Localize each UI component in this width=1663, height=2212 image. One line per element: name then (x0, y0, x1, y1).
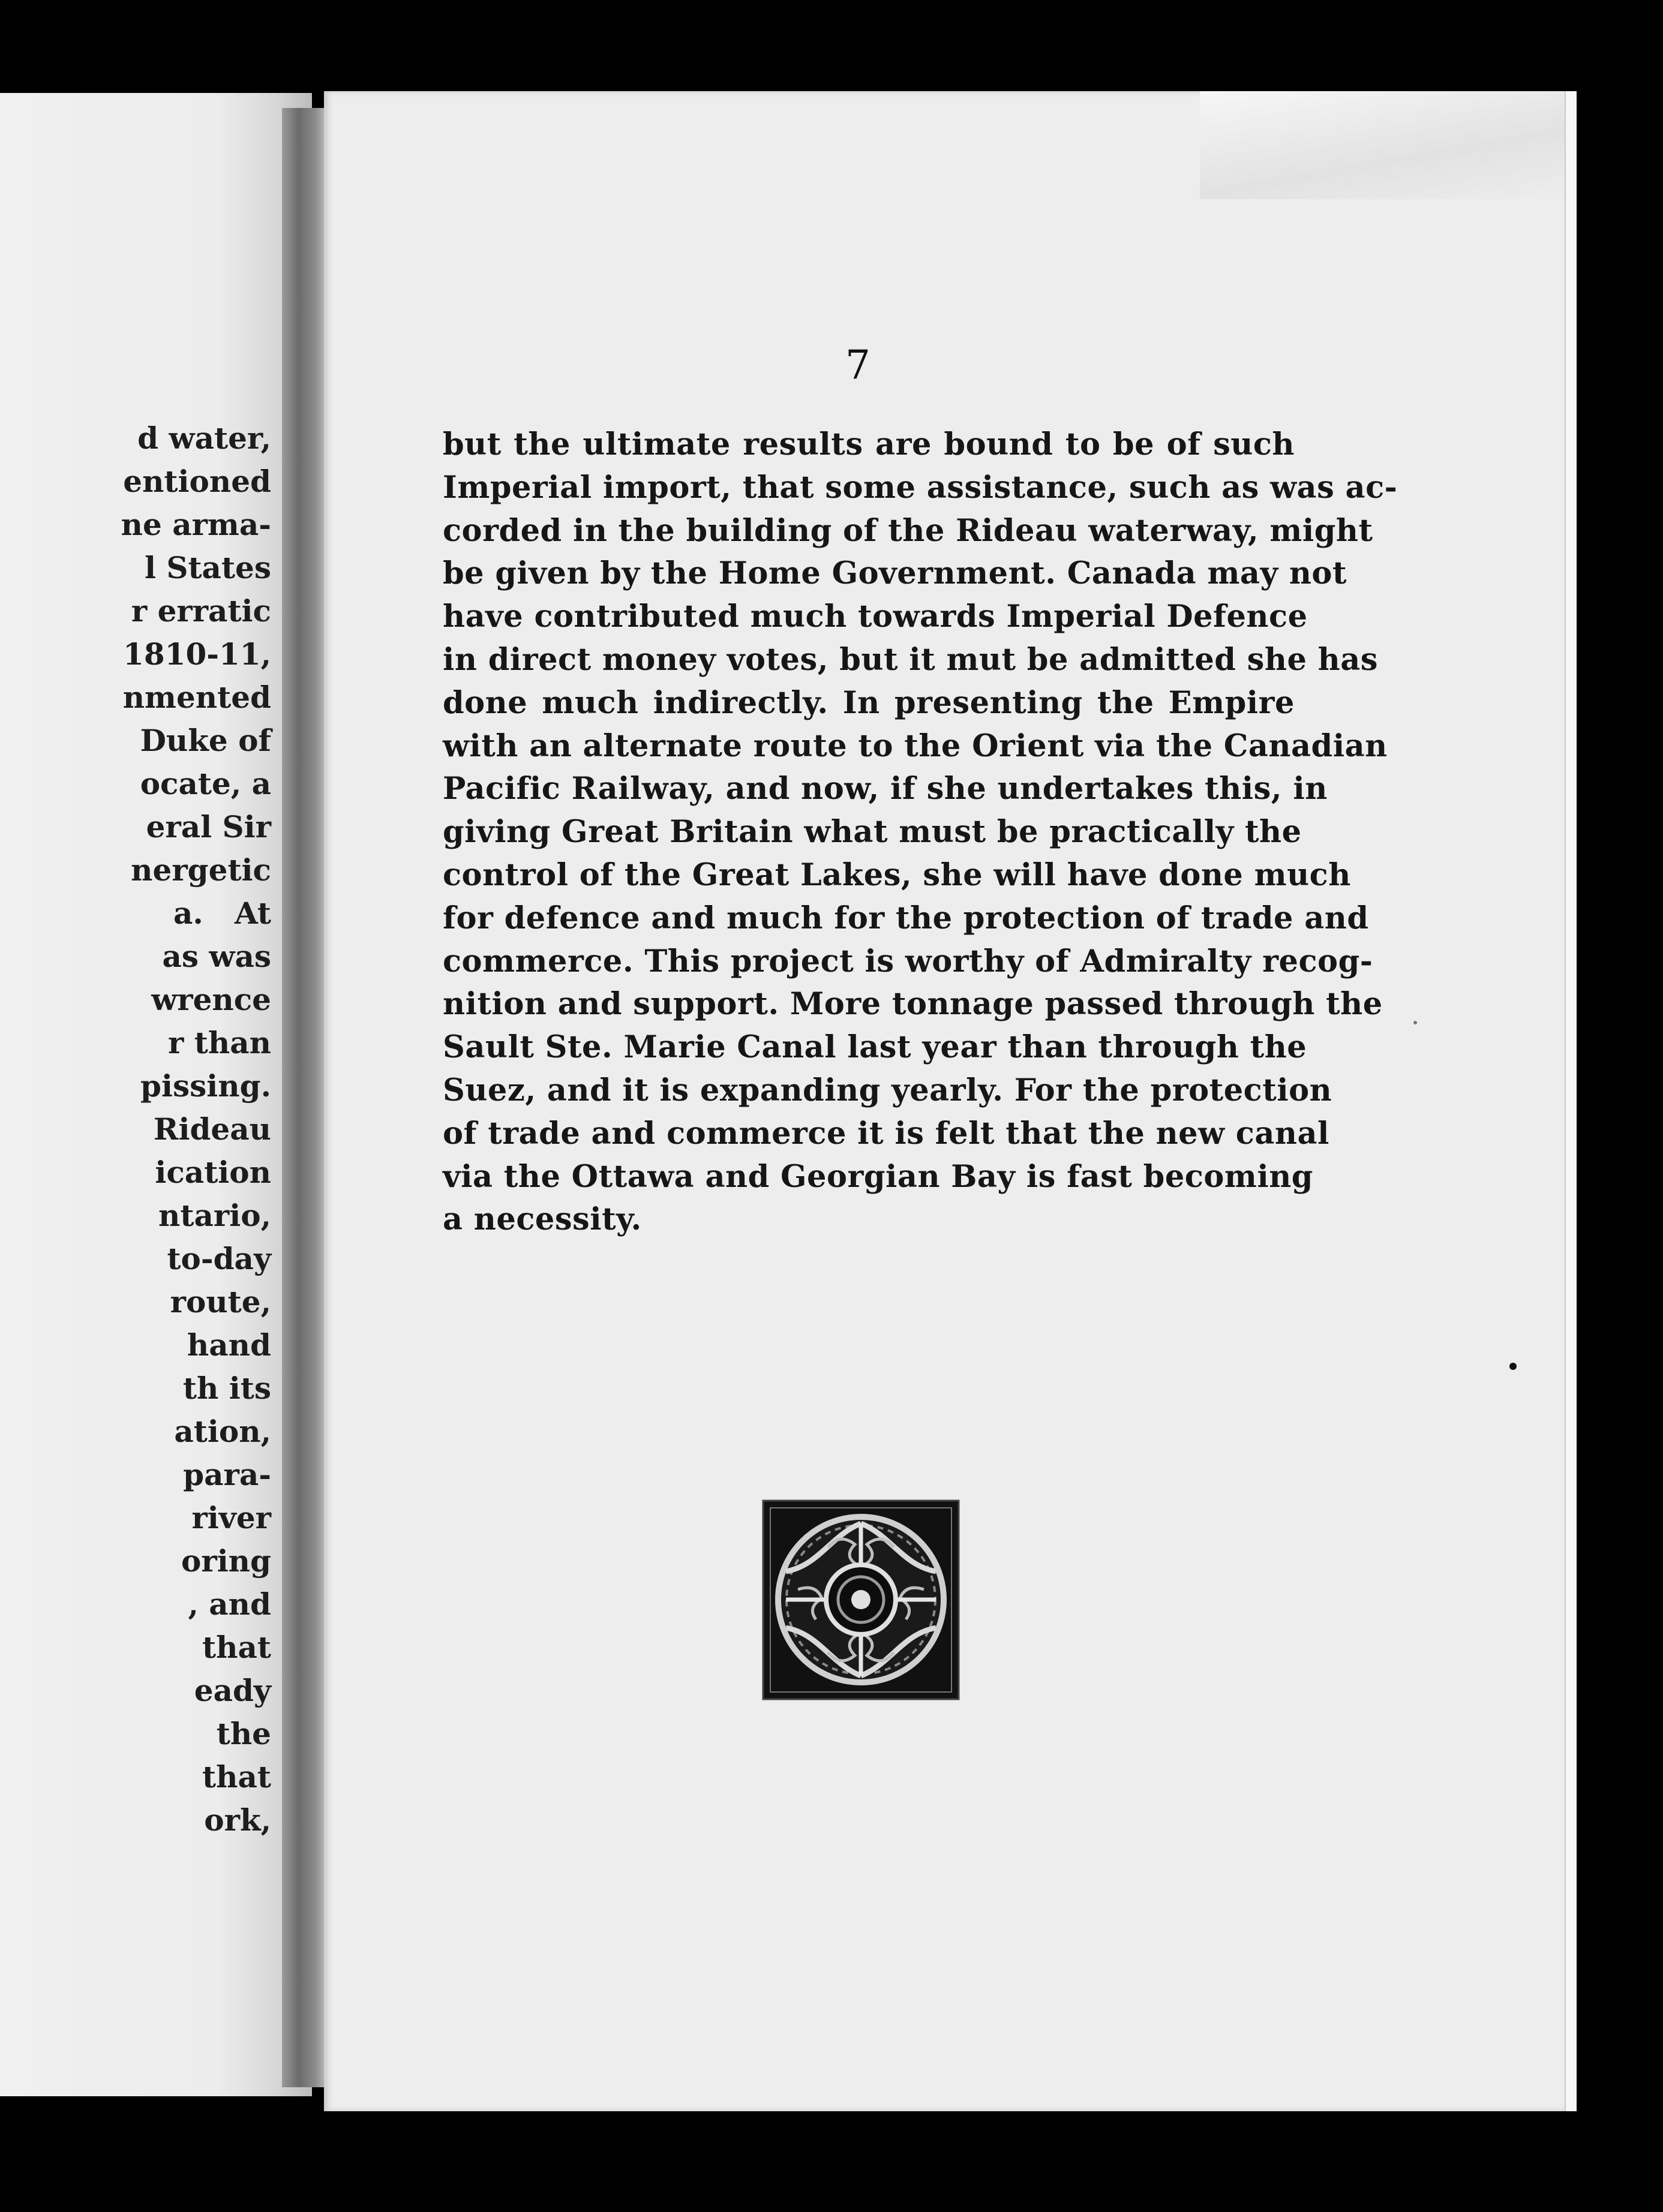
page-edge (1565, 91, 1577, 2111)
text-line: Imperial import, that some assistance, such as was ac- (443, 469, 1398, 506)
text-line: Pacific Railway, and now, if she undertakes this, in (443, 771, 1328, 807)
body-text (443, 423, 1398, 1242)
left-page-line: eady (194, 1673, 271, 1708)
left-page-line: a. At (173, 895, 271, 931)
text-line: via the Ottawa and Georgian Bay is fast becoming (443, 1158, 1313, 1195)
left-page-line: ork, (204, 1802, 271, 1838)
left-page-line: th its (182, 1371, 271, 1406)
left-page-line: nergetic (131, 852, 271, 888)
left-page-line: as was (162, 939, 271, 974)
left-page-text (121, 417, 271, 1842)
left-page-line: that (202, 1759, 271, 1795)
left-page-line: oring (181, 1543, 271, 1579)
text-line: nition and support. More tonnage passed through the (443, 986, 1383, 1023)
left-page-line: pissing. (140, 1068, 271, 1104)
text-line: but the ultimate results are bound to be of such (443, 426, 1295, 462)
text-line: giving Great Britain what must be practically the (443, 814, 1302, 850)
left-page-line: para- (183, 1457, 271, 1492)
text-line: control of the Great Lakes, she will have done much (443, 856, 1351, 893)
text-line: be given by the Home Government. Canada may not (443, 555, 1347, 592)
text-line: in direct money votes, but it mut be admitted she has (443, 641, 1379, 678)
left-page-line: , and (188, 1586, 271, 1622)
left-page-line: wrence (151, 982, 271, 1017)
left-page-line: eral Sir (146, 809, 271, 844)
text-line: with an alternate route to the Orient via the Canadian (443, 728, 1388, 764)
text-line: corded in the building of the Rideau waterway, might (443, 512, 1373, 549)
left-page-line: ation, (174, 1414, 271, 1449)
left-page-line: r than (168, 1025, 271, 1060)
left-page-line: d water, (137, 420, 271, 456)
left-page-line: the (216, 1716, 271, 1751)
text-line: have contributed much towards Imperial Defence (443, 599, 1308, 635)
left-page-line: hand (187, 1327, 271, 1363)
page-corner-fold (1200, 91, 1575, 199)
text-line: Sault Ste. Marie Canal last year than through the (443, 1029, 1307, 1066)
left-page-line: Rideau (153, 1111, 271, 1147)
left-page-line: Duke of (140, 723, 271, 758)
text-line: Suez, and it is expanding yearly. For the protection (443, 1072, 1332, 1108)
celtic-knot-ornament-icon (762, 1499, 960, 1700)
left-page-line: river (191, 1500, 271, 1535)
left-page-line: to-day (167, 1241, 271, 1276)
left-page-line: 1810-11, (123, 636, 271, 672)
text-line: done much indirectly. In presenting the Empire (443, 684, 1295, 721)
ink-speck (1509, 1363, 1517, 1370)
left-page-line: nmented (122, 680, 271, 715)
left-page-line: entioned (123, 464, 271, 499)
text-line: for defence and much for the protection of trade and (443, 900, 1369, 936)
left-page-line: ocate, a (140, 766, 271, 801)
left-page-line: ication (155, 1155, 271, 1190)
book-gutter (282, 108, 330, 2087)
page-number: 7 (845, 342, 870, 388)
left-page-line: l States (144, 550, 271, 585)
text-line: commerce. This project is worthy of Admiralty recog- (443, 943, 1373, 979)
left-page-line: ntario, (158, 1198, 271, 1233)
left-page-line: r erratic (131, 593, 271, 629)
left-page-line: route, (170, 1284, 271, 1320)
text-line: of trade and commerce it is felt that the new canal (443, 1115, 1329, 1152)
ink-speck (1413, 1021, 1417, 1024)
left-facing-page (0, 93, 312, 2096)
left-page-line: ne arma- (121, 507, 271, 542)
left-page-line: that (202, 1630, 271, 1665)
text-line: a necessity. (443, 1201, 642, 1238)
